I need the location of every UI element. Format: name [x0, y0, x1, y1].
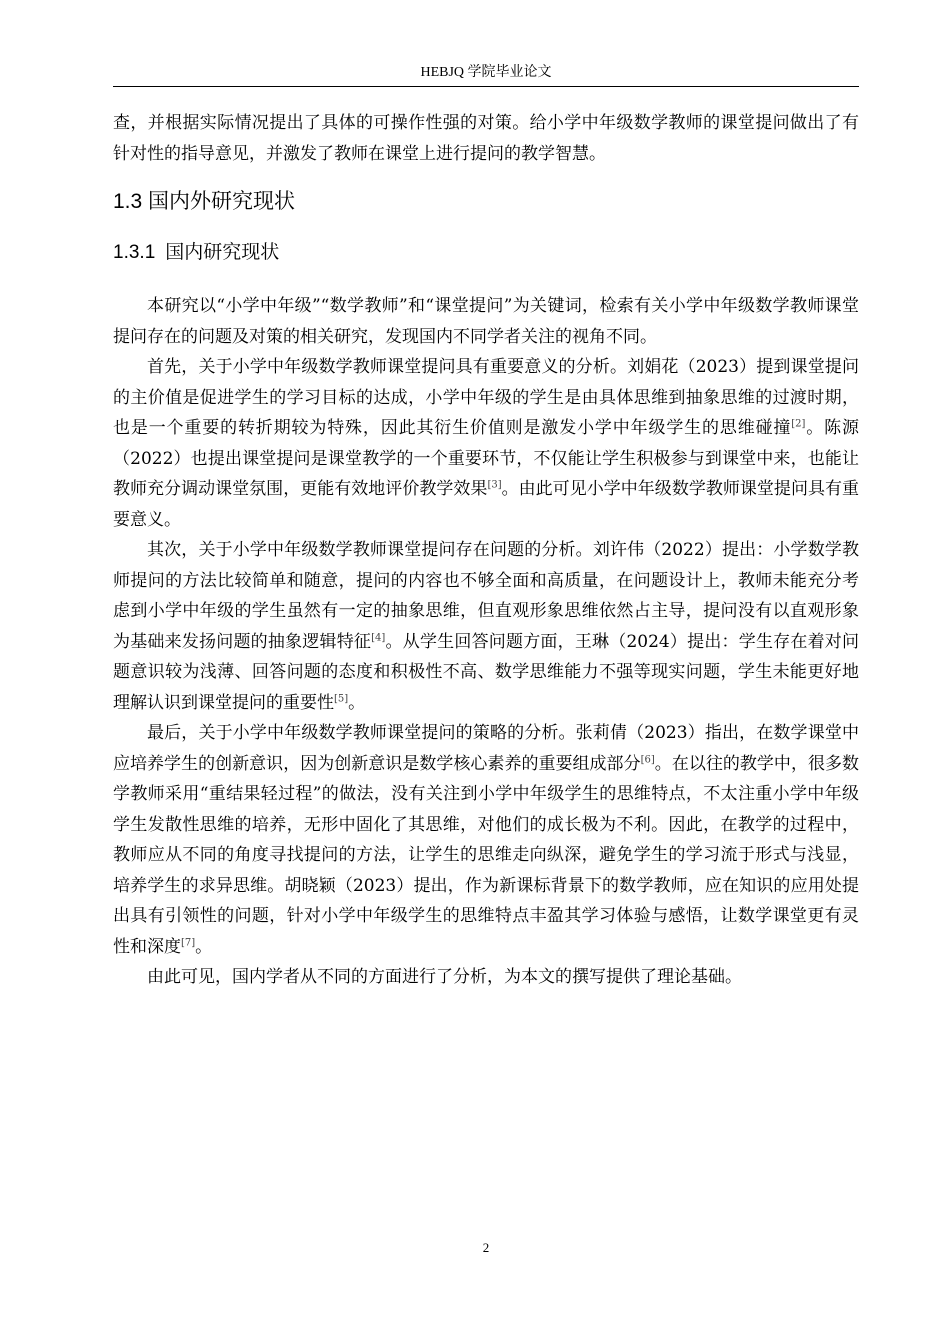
paragraph-text: 。在以往的教学中，很多数学教师采用“重结果轻过程”的做法，没有关注到小学中年级学生的思维特点，不太注重小学中年级学生发散性思维的培养，无形中固化了其思维，对他们的成长极为不利。因此，在教学的过程中，教师应从不同的角度寻找提问的方法，让学生的思维走向纵深，避免学生的学习流于形式与浅显，培养学生的求异思维。胡晓颖（2023）提出，作为新课标背景下的数学教师，应在知识的应用处提出具有引领性的问题，针对小学中年级学生的思维特点丰盈其学习体验与感悟，让数学课堂更有灵性和深度	[113, 753, 860, 957]
subsection-title: 国内研究现状	[165, 242, 280, 263]
paragraph-text: 最后，关于小学中年级数学教师课堂提问的策略的分析。张莉倩（2023）指出，在数学课堂中应培养学生的创新意识，因为创新意识是数学核心素养的重要组成部分	[113, 723, 859, 774]
paragraph-strategies	[113, 718, 859, 962]
citation-ref[interactable]: [5]	[334, 692, 349, 704]
paragraph-text: 。	[348, 692, 366, 713]
page-header-title: HEBJQ 学院毕业论文	[420, 65, 552, 80]
paragraph-keywords: 本研究以“小学中年级”“数学教师”和“课堂提问”为关键词，检索有关小学中年级数学教师课堂提问存在的问题及对策的相关研究，发现国内不同学者关注的视角不同。	[113, 296, 859, 347]
paragraph-significance	[113, 352, 859, 535]
paragraph-text: 。由此可见小学中年级数学教师课堂提问具有重要意义。	[113, 479, 860, 530]
paragraph-conclusion: 由此可见，国内学者从不同的方面进行了分析，为本文的撰写提供了理论基础。	[147, 967, 742, 987]
citation-ref[interactable]: [4]	[371, 631, 386, 643]
paragraph-text: 首先，关于小学中年级数学教师课堂提问具有重要意义的分析。刘娟花（2023）提到课堂提问的主价值是促进学生的学习目标的达成，小学中年级的学生是由具体思维到抽象思维的过渡时期，也是一个重要的转折期较为特殊，因此其衍生价值则是激发小学中年级学生的思维碰撞	[113, 357, 859, 438]
page-number: 2	[482, 1240, 490, 1255]
paragraph-problems	[113, 535, 859, 718]
citation-ref[interactable]: [7]	[181, 936, 196, 948]
paragraph-text: 。	[195, 936, 213, 957]
citation-ref[interactable]: [3]	[487, 479, 502, 491]
citation-ref[interactable]: [6]	[640, 753, 655, 765]
subsection-number: 1.3.1	[113, 242, 156, 263]
subsection-heading-1-3-1	[113, 239, 859, 267]
paragraph-text: 其次，关于小学中年级数学教师课堂提问存在问题的分析。刘许伟（2022）提出：小学数学教师提问的方法比较简单和随意，提问的内容也不够全面和高质量，在问题设计上，教师未能充分考虑到小学中年级的学生虽然有一定的抽象思维，但直观形象思维依然占主导，提问没有以直观形象为基础来发扬问题的抽象逻辑特征	[113, 540, 859, 652]
page-body	[113, 108, 859, 993]
section-heading-1-3: 1.3 国内外研究现状	[113, 190, 296, 213]
paragraph-text: 。陈源（2022）也提出课堂提问是课堂教学的一个重要环节，不仅能让学生积极参与到课堂中来，也能让教师充分调动课堂氛围，更能有效地评价教学效果	[113, 418, 860, 499]
paragraph-text: 。从学生回答问题方面，王琳（2024）提出：学生存在着对问题意识较为浅薄、回答问题的态度和积极性不高、数学思维能力不强等现实问题，学生未能更好地理解认识到课堂提问的重要性	[113, 631, 860, 713]
header-divider	[113, 86, 859, 87]
citation-ref[interactable]: [2]	[791, 418, 806, 430]
intro-continuation-paragraph: 查，并根据实际情况提出了具体的可操作性强的对策。给小学中年级数学教师的课堂提问做出了有针对性的指导意见，并激发了教师在课堂上进行提问的教学智慧。	[113, 113, 859, 164]
